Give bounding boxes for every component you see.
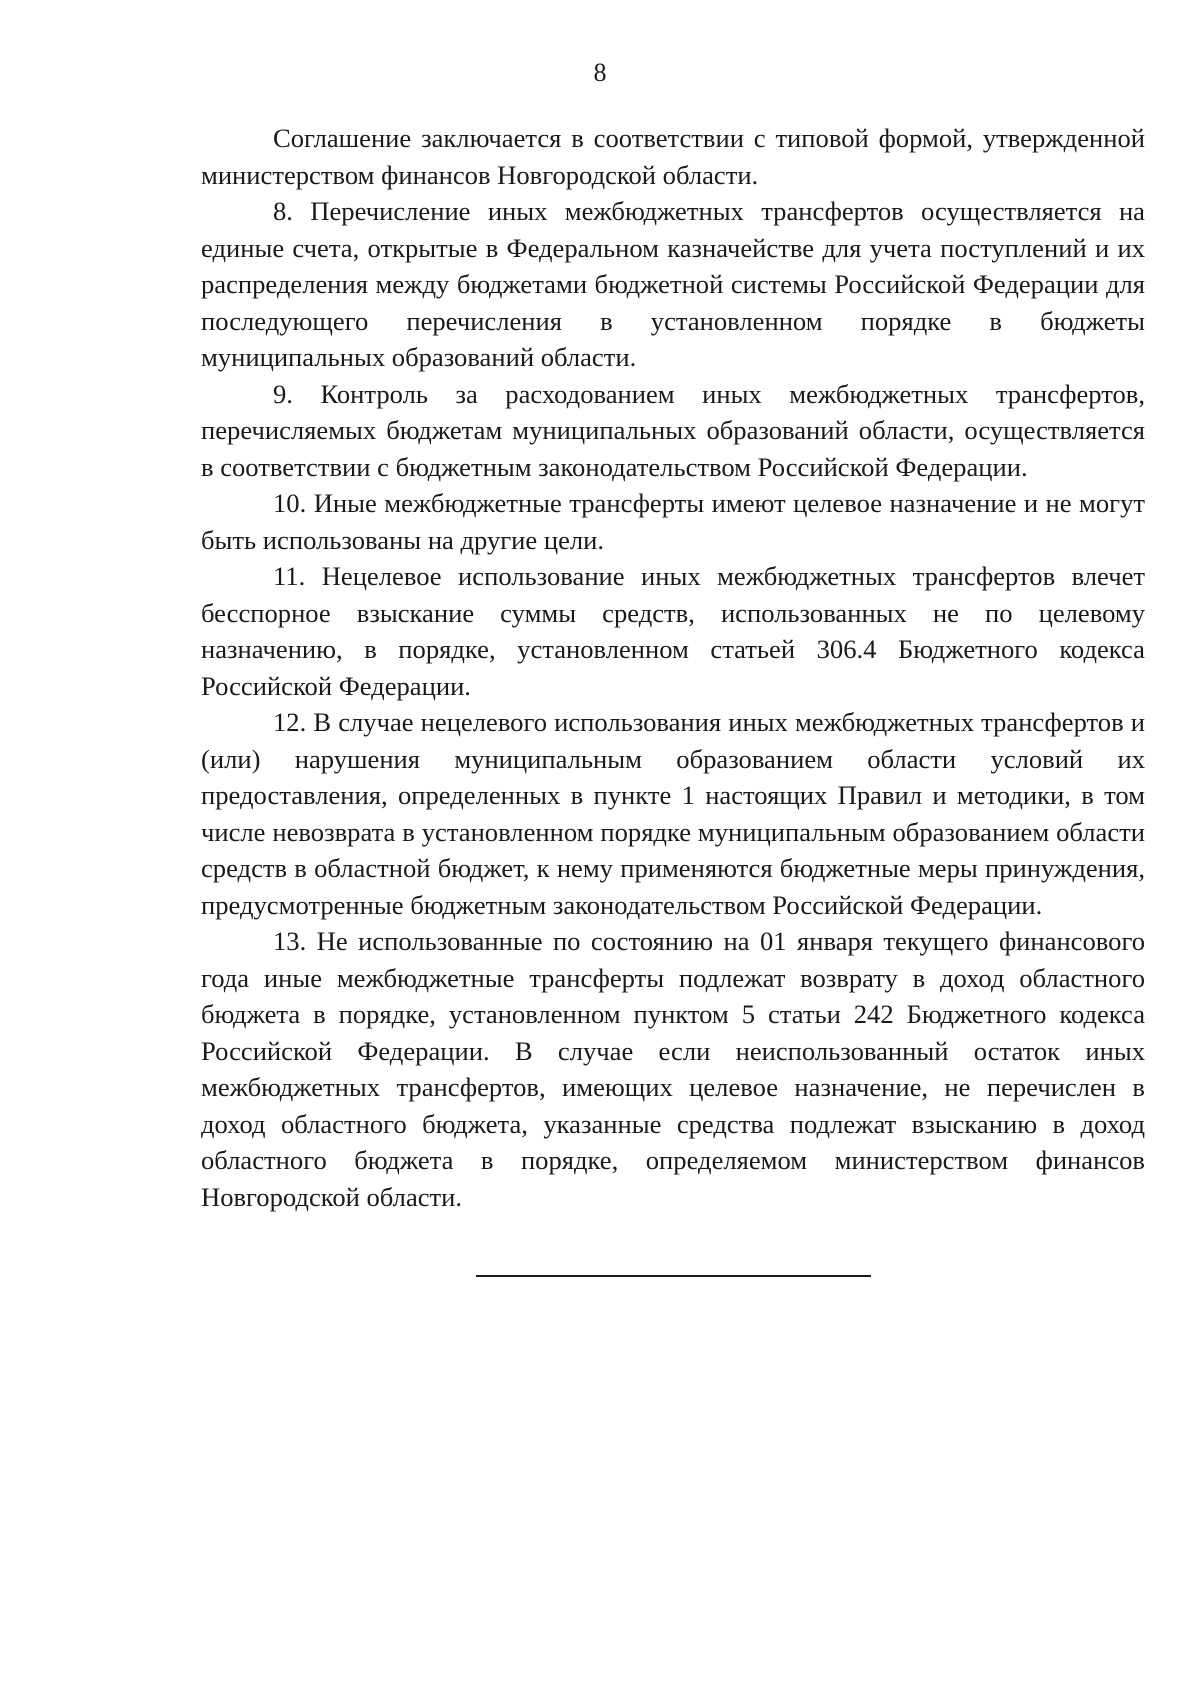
paragraph-10: 10. Иные межбюджетные трансферты имеют целевое назначение и не могут быть использованы на другие цели. <box>201 488 1145 555</box>
paragraph-12: 12. В случае нецелевого использования иных межбюджетных трансфертов и (или) нарушения муниципальным образованием области условий их предоставления, определенных в пункте 1 настоящих Правил и методики, в том числе невозврата в установленном порядке муниципальным образованием области средств в областной бюджет, к нему применяются бюджетные меры принуждения, предусмотренные бюджетным законодательством Российской Федерации. <box>201 707 1145 920</box>
paragraph-agreement: Соглашение заключается в соответствии с типовой формой, утвержденной министерством финансов Новгородской области. <box>201 123 1145 190</box>
paragraph-13: 13. Не использованные по состоянию на 01 января текущего финансового года иные межбюджетные трансферты подлежат возврату в доход областного бюджета в порядке, установленном пунктом 5 статьи 242 Бюджетного кодекса Российской Федерации. В случае если неиспользованный остаток иных межбюджетных трансфертов, имеющих целевое назначение, не перечислен в доход областного бюджета, указанные средства подлежат взысканию в доход областного бюджета в порядке, определяемом министерством финансов Новгородской области. <box>201 926 1145 1212</box>
document-body <box>201 120 1145 1215</box>
end-of-document-rule <box>476 1275 871 1277</box>
page-number: 8 <box>593 58 607 87</box>
paragraph-8: 8. Перечисление иных межбюджетных трансфертов осуществляется на единые счета, открытые в Федеральном казначействе для учета поступлений и их распределения между бюджетами бюджетной системы Российской Федерации для последующего перечисления в установленном порядке в бюджеты муниципальных образований области. <box>201 196 1145 372</box>
paragraph-9: 9. Контроль за расходованием иных межбюджетных трансфертов, перечисляемых бюджетам муниципальных образований области, осуществляется в соответствии с бюджетным законодательством Российской Федерации. <box>201 378 1145 482</box>
paragraph-11: 11. Нецелевое использование иных межбюджетных трансфертов влечет бесспорное взыскание суммы средств, использованных не по целевому назначению, в порядке, установленном статьей 306.4 Бюджетного кодекса Российской Федерации. <box>201 561 1145 701</box>
